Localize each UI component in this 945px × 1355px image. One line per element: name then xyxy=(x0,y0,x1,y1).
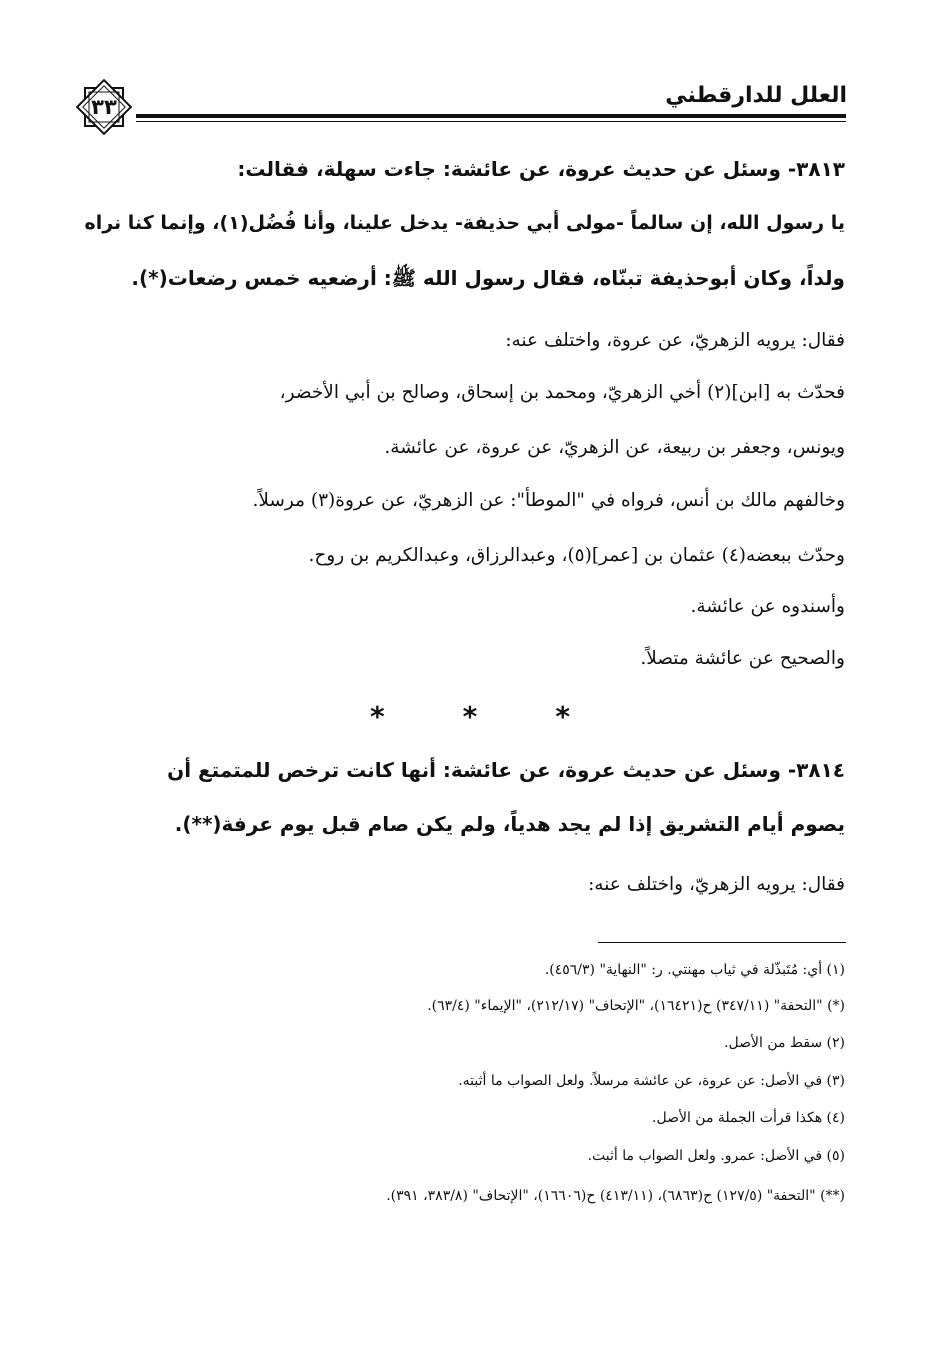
page-number-badge xyxy=(73,76,135,138)
answer-3813-line-3: ويونس، وجعفر بن ربيعة، عن الزهريّ، عن عروة، عن عائشة. xyxy=(384,437,845,458)
footnote-1: (١) أي: مُتَبذّلة في ثياب مهنتي. ر: "النهاية" (٤٥٦/٣). xyxy=(544,962,845,978)
entry-3813-line-3: ولداً، وكان أبوحذيفة تبنّاه، فقال رسول الله ﷺ: أرضعيه خمس رضعات(*). xyxy=(131,266,845,290)
footnote-3: (٣) في الأصل: عن عروة، عن عائشة مرسلاً. ولعل الصواب ما أثبته. xyxy=(458,1073,845,1089)
footnote-separator-rule xyxy=(598,942,846,943)
running-header-title: العلل للدارقطني xyxy=(665,83,847,108)
answer-3813-line-7: والصحيح عن عائشة متصلاً. xyxy=(640,648,845,669)
entry-3814-line-2: يصوم أيام التشريق إذا لم يجد هدياً، ولم يكن صام قبل يوم عرفة(**). xyxy=(174,812,845,836)
section-separator xyxy=(370,700,570,733)
answer-3813-line-5: وحدّث ببعضه(٤) عثمان بن [عمر](٥)، وعبدالرزاق، وعبدالكريم بن روح. xyxy=(308,545,845,566)
entry-3813-line-2: يا رسول الله، إن سالماً -مولى أبي حذيفة- يدخل علينا، وأنا فُضُل(١)، وإنما كنا نراه xyxy=(84,212,845,234)
page-number: ٣٣ xyxy=(91,95,117,119)
separator-star: * xyxy=(370,700,385,733)
footnote-2: (٢) سقط من الأصل. xyxy=(724,1035,845,1051)
separator-star: * xyxy=(462,700,478,733)
entry-3814-line-1: ٣٨١٤- وسئل عن حديث عروة، عن عائشة: أنها كانت ترخص للمتمتع أن xyxy=(167,758,845,782)
footnote-5: (٥) في الأصل: عمرو. ولعل الصواب ما أثبت. xyxy=(587,1148,845,1164)
footnote-4: (٤) هكذا قرأت الجملة من الأصل. xyxy=(652,1110,845,1126)
header-rule-thin xyxy=(136,121,846,122)
footnote-star: (*) "التحفة" (٣٤٧/١١) ح(١٦٤٢١)، "الإتحاف" (٢١٢/١٧)، "الإيماء" (٦٣/٤). xyxy=(427,998,845,1014)
answer-3813-line-6: وأسندوه عن عائشة. xyxy=(690,596,845,617)
entry-3813-line-1: ٣٨١٣- وسئل عن حديث عروة، عن عائشة: جاءت سهلة، فقالت: xyxy=(237,157,845,181)
footnote-double-star: (**) "التحفة" (١٢٧/٥) ح(٦٨٦٣)، (٤١٣/١١) ح(١٦٦٠٦)، "الإتحاف" (٣٨٣/٨، ٣٩١). xyxy=(386,1188,845,1204)
separator-star: * xyxy=(555,700,570,733)
answer-3813-line-2: فحدّث به [ابن](٢) أخي الزهريّ، ومحمد بن إسحاق، وصالح بن أبي الأخضر، xyxy=(279,382,845,403)
answer-3814-line-1: فقال: يرويه الزهريّ، واختلف عنه: xyxy=(588,874,845,895)
answer-3813-line-1: فقال: يرويه الزهريّ، عن عروة، واختلف عنه: xyxy=(505,330,845,351)
answer-3813-line-4: وخالفهم مالك بن أنس، فرواه في "الموطأ": عن الزهريّ، عن عروة(٣) مرسلاً. xyxy=(252,490,845,511)
header-rule-thick xyxy=(136,114,846,118)
